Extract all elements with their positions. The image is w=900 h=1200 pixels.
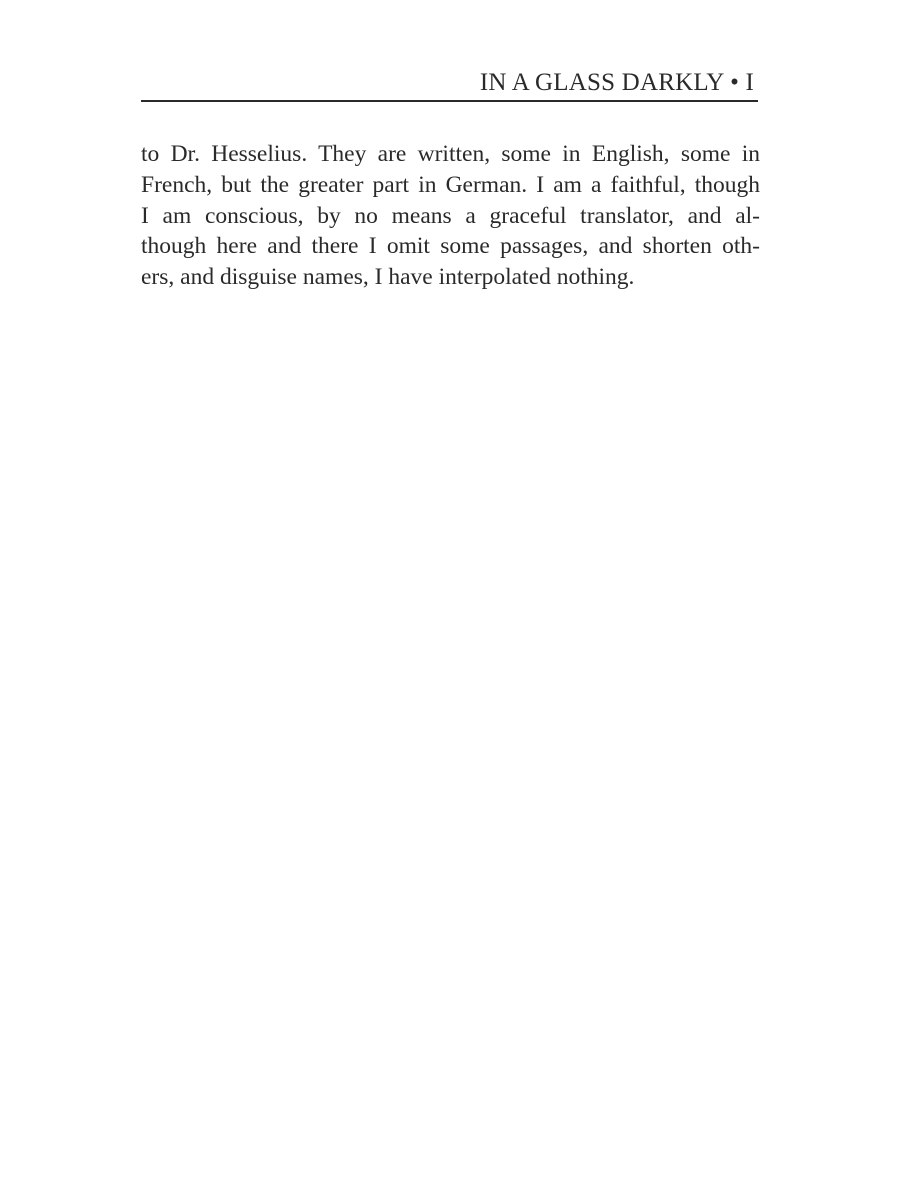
text-line: though here and there I omit some passages, and shorten oth- (141, 233, 760, 260)
text-line: to Dr. Hesselius. They are written, some in English, some in (141, 141, 760, 167)
text-line: I am conscious, by no means a graceful translator, and al- (141, 202, 760, 229)
text-line: ers, and disguise names, I have interpolated nothing. (141, 264, 635, 291)
body-paragraph (141, 139, 760, 293)
running-header (141, 66, 758, 102)
running-header-title: IN A GLASS DARKLY • I (479, 69, 754, 96)
text-line: French, but the greater part in German. I am a faithful, though (141, 171, 760, 198)
